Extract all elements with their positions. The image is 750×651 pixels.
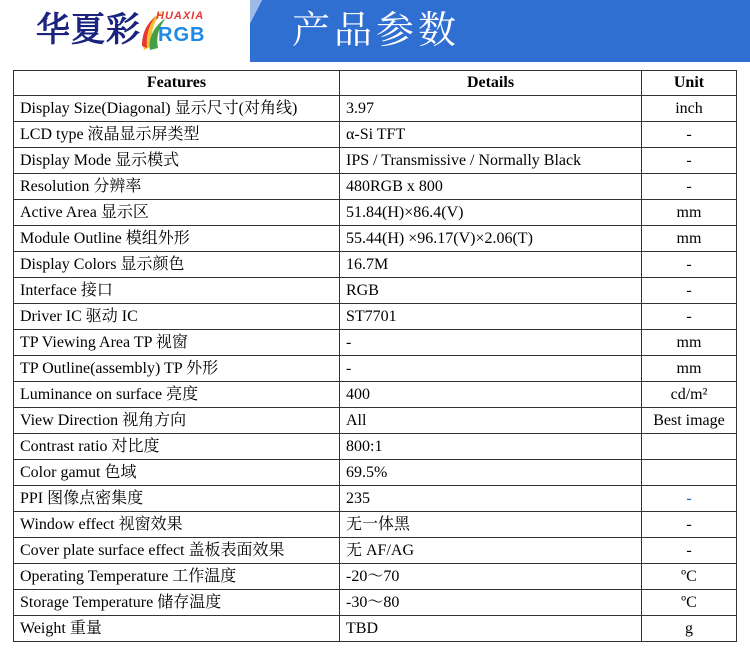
unit-cell: ºC: [642, 564, 737, 590]
table-row: [14, 252, 737, 278]
feature-cell: TP Viewing Area TP 视窗: [14, 330, 340, 356]
feature-cell: Resolution 分辨率: [14, 174, 340, 200]
table-row: [14, 226, 737, 252]
feature-cell: Cover plate surface effect 盖板表面效果: [14, 538, 340, 564]
unit-cell: -: [642, 512, 737, 538]
detail-cell: All: [340, 408, 642, 434]
spec-table: [13, 70, 737, 642]
header-details: Details: [340, 71, 642, 96]
unit-cell: g: [642, 616, 737, 642]
detail-cell: -: [340, 330, 642, 356]
logo-en-top: HUAXIA: [156, 10, 205, 22]
table-row: [14, 564, 737, 590]
detail-cell: RGB: [340, 278, 642, 304]
feature-cell: Display Colors 显示颜色: [14, 252, 340, 278]
unit-cell: mm: [642, 356, 737, 382]
logo-cn-text: 华夏彩: [36, 10, 141, 50]
detail-cell: 51.84(H)×86.4(V): [340, 200, 642, 226]
feature-cell: Color gamut 色域: [14, 460, 340, 486]
feature-cell: Display Mode 显示模式: [14, 148, 340, 174]
detail-cell: TBD: [340, 616, 642, 642]
table-row: [14, 148, 737, 174]
table-row: [14, 356, 737, 382]
table-row: [14, 434, 737, 460]
table-header-row: [14, 71, 737, 96]
table-row: [14, 330, 737, 356]
table-row: [14, 278, 737, 304]
detail-cell: 55.44(H) ×96.17(V)×2.06(T): [340, 226, 642, 252]
feature-cell: LCD type 液晶显示屏类型: [14, 122, 340, 148]
table-row: [14, 460, 737, 486]
spec-table-body: [14, 96, 737, 642]
feature-cell: View Direction 视角方向: [14, 408, 340, 434]
page-header: [0, 0, 750, 62]
spec-table-container: [13, 70, 737, 642]
table-row: [14, 96, 737, 122]
table-row: [14, 590, 737, 616]
unit-cell: -: [642, 304, 737, 330]
detail-cell: 无一体黑: [340, 512, 642, 538]
header-features: Features: [14, 71, 340, 96]
table-row: [14, 512, 737, 538]
unit-cell: Best image: [642, 408, 737, 434]
logo: [0, 0, 250, 62]
feature-cell: Interface 接口: [14, 278, 340, 304]
feature-cell: Display Size(Diagonal) 显示尺寸(对角线): [14, 96, 340, 122]
feature-cell: Window effect 视窗效果: [14, 512, 340, 538]
table-row: [14, 304, 737, 330]
detail-cell: IPS / Transmissive / Normally Black: [340, 148, 642, 174]
feature-cell: Storage Temperature 储存温度: [14, 590, 340, 616]
unit-cell: -: [642, 486, 737, 512]
table-row: [14, 174, 737, 200]
logo-en-bottom: RGB: [158, 24, 206, 46]
detail-cell: α-Si TFT: [340, 122, 642, 148]
unit-cell: -: [642, 538, 737, 564]
detail-cell: 235: [340, 486, 642, 512]
detail-cell: 3.97: [340, 96, 642, 122]
table-row: [14, 408, 737, 434]
table-row: [14, 538, 737, 564]
unit-cell: -: [642, 122, 737, 148]
feature-cell: Contrast ratio 对比度: [14, 434, 340, 460]
feature-cell: Driver IC 驱动 IC: [14, 304, 340, 330]
unit-cell: -: [642, 278, 737, 304]
table-row: [14, 200, 737, 226]
detail-cell: 无 AF/AG: [340, 538, 642, 564]
unit-cell: cd/m²: [642, 382, 737, 408]
table-row: [14, 122, 737, 148]
unit-cell: [642, 460, 737, 486]
unit-cell: -: [642, 252, 737, 278]
header-unit: Unit: [642, 71, 737, 96]
unit-cell: -: [642, 148, 737, 174]
unit-cell: ºC: [642, 590, 737, 616]
table-row: [14, 616, 737, 642]
feature-cell: Module Outline 模组外形: [14, 226, 340, 252]
detail-cell: 69.5%: [340, 460, 642, 486]
page-title: 产品参数: [292, 8, 461, 52]
feature-cell: Active Area 显示区: [14, 200, 340, 226]
table-row: [14, 486, 737, 512]
table-row: [14, 382, 737, 408]
unit-cell: -: [642, 174, 737, 200]
feature-cell: Operating Temperature 工作温度: [14, 564, 340, 590]
feature-cell: Weight 重量: [14, 616, 340, 642]
feature-cell: Luminance on surface 亮度: [14, 382, 340, 408]
detail-cell: -20～70: [340, 564, 642, 590]
feature-cell: TP Outline(assembly) TP 外形: [14, 356, 340, 382]
detail-cell: 400: [340, 382, 642, 408]
detail-cell: ST7701: [340, 304, 642, 330]
unit-cell: mm: [642, 330, 737, 356]
detail-cell: 16.7M: [340, 252, 642, 278]
detail-cell: -30～80: [340, 590, 642, 616]
detail-cell: -: [340, 356, 642, 382]
unit-cell: mm: [642, 200, 737, 226]
unit-cell: mm: [642, 226, 737, 252]
unit-cell: inch: [642, 96, 737, 122]
feature-cell: PPI 图像点密集度: [14, 486, 340, 512]
unit-cell: [642, 434, 737, 460]
detail-cell: 480RGB x 800: [340, 174, 642, 200]
detail-cell: 800:1: [340, 434, 642, 460]
